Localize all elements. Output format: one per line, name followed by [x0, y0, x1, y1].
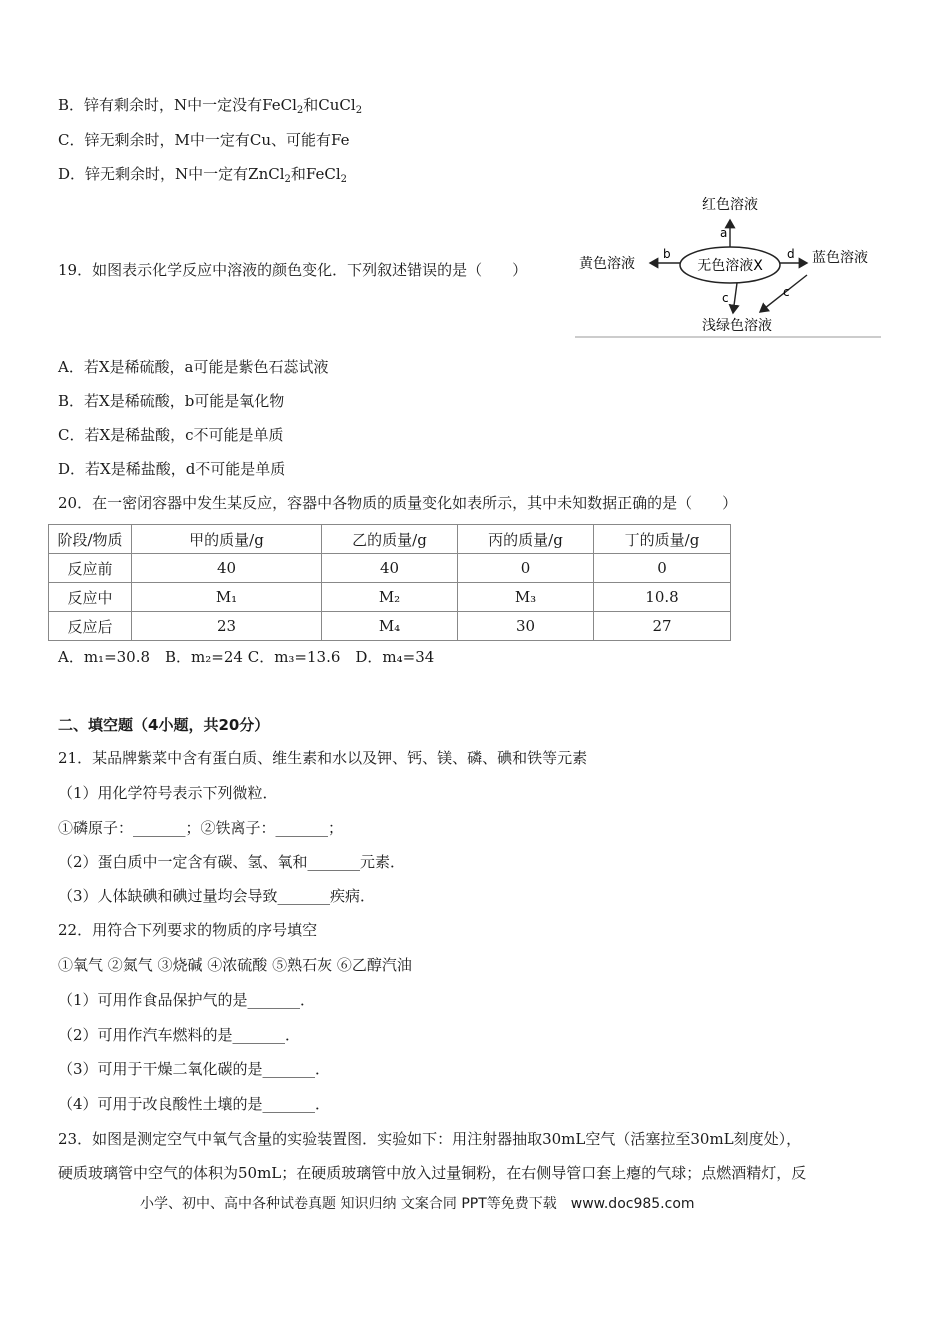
page-footer: 小学、初中、高中各种试卷真题 知识归纳 文案合同 PPT等免费下载 www.doc985.com [140, 1196, 695, 1212]
q19-option-a: A．若X是稀硫酸，a可能是紫色石蕊试液 [58, 358, 329, 376]
table-cell: 反应后 [49, 612, 132, 641]
table-cell: 40 [132, 554, 322, 583]
q21-stem: 21．某品牌紫菜中含有蛋白质、维生素和水以及钾、钙、镁、磷、碘和铁等元素 [58, 749, 588, 767]
left-label: 黄色溶液 [579, 256, 635, 272]
label-c-2: c [783, 285, 790, 299]
q21-part1-blanks: ①磷原子：_______；②铁离子：_______； [58, 819, 344, 837]
q21-part1: （1）用化学符号表示下列微粒． [58, 784, 278, 802]
q20-stem: 20．在一密闭容器中发生某反应，容器中各物质的质量变化如表所示，其中未知数据正确的是（ ） [58, 494, 738, 512]
q22-part3: （3）可用于干燥二氧化碳的是_______． [58, 1060, 331, 1078]
table-cell: M₄ [322, 612, 458, 641]
label-a: a [720, 226, 728, 240]
q22-stem: 22．用符合下列要求的物质的序号填空 [58, 921, 318, 939]
table-row [49, 583, 731, 612]
table-header: 乙的质量/g [322, 525, 458, 554]
section-heading: 二、填空题（4小题，共20分） [58, 716, 270, 734]
right-label: 蓝色溶液 [812, 250, 868, 266]
q21-part2: （2）蛋白质中一定含有碳、氢、氧和_______元素． [58, 853, 406, 871]
table-cell: M₁ [132, 583, 322, 612]
table-cell: 0 [594, 554, 731, 583]
q22-part2: （2）可用作汽车燃料的是_______． [58, 1026, 301, 1044]
label-b: b [663, 247, 671, 261]
q23-line2: 硬质玻璃管中空气的体积为50mL；在硬质玻璃管中放入过量铜粉，在右侧导管口套上瘪的气球；点燃酒精灯，反 [58, 1164, 807, 1182]
bottom-label: 浅绿色溶液 [702, 318, 772, 334]
arrow-c-1 [733, 283, 737, 313]
q23-line1: 23．如图是测定空气中氧气含量的实验装置图．实验如下：用注射器抽取30mL空气（活塞拉至30mL刻度处）， [58, 1130, 802, 1148]
option-b-prev: B．锌有剩余时，N中一定没有FeCl$_2$和CuCl$_2$ [58, 96, 363, 116]
q22-part4: （4）可用于改良酸性土壤的是_______． [58, 1095, 331, 1113]
q19-option-b: B．若X是稀硫酸，b可能是氧化物 [58, 392, 285, 410]
table-cell: 10.8 [594, 583, 731, 612]
table-cell: 0 [458, 554, 594, 583]
table-header: 丙的质量/g [458, 525, 594, 554]
table-cell: M₂ [322, 583, 458, 612]
q22-part1: （1）可用作食品保护气的是_______． [58, 991, 316, 1009]
table-cell: 反应中 [49, 583, 132, 612]
q19-stem: 19．如图表示化学反应中溶液的颜色变化．下列叙述错误的是（ ） [58, 261, 528, 279]
table-row [49, 612, 731, 641]
option-d-prev: D．锌无剩余时，N中一定有ZnCl$_2$和FeCl$_2$ [58, 165, 348, 185]
table-cell: 反应前 [49, 554, 132, 583]
table-cell: 30 [458, 612, 594, 641]
table-cell: M₃ [458, 583, 594, 612]
q19-option-c: C．若X是稀盐酸，c不可能是单质 [58, 426, 284, 444]
color-change-diagram [575, 192, 885, 340]
table-header: 丁的质量/g [594, 525, 731, 554]
table-cell: 23 [132, 612, 322, 641]
q21-part3: （3）人体缺碘和碘过量均会导致_______疾病． [58, 887, 376, 905]
q20-options: A．m₁=30.8 B．m₂=24 C．m₃=13.6 D．m₄=34 [58, 648, 435, 666]
mass-table [48, 524, 731, 641]
label-d: d [787, 247, 795, 261]
table-header-row [49, 525, 731, 554]
table-cell: 27 [594, 612, 731, 641]
q22-substance-list: ①氧气 ②氮气 ③烧碱 ④浓硫酸 ⑤熟石灰 ⑥乙醇汽油 [58, 956, 412, 974]
table-header: 阶段/物质 [49, 525, 132, 554]
table-cell: 40 [322, 554, 458, 583]
label-c-1: c [722, 291, 729, 305]
option-c-prev: C．锌无剩余时，M中一定有Cu、可能有Fe [58, 131, 350, 149]
table-header: 甲的质量/g [132, 525, 322, 554]
q19-option-d: D．若X是稀盐酸，d不可能是单质 [58, 460, 286, 478]
table-row [49, 554, 731, 583]
center-label: 无色溶液X [697, 258, 763, 274]
top-label: 红色溶液 [702, 197, 758, 213]
